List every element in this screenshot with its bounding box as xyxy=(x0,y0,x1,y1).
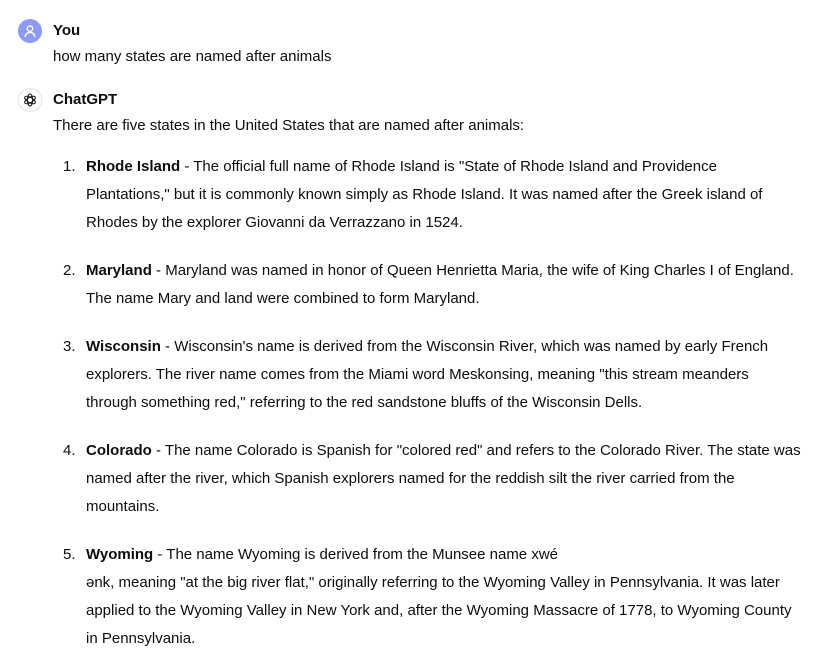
user-message-text: how many states are named after animals xyxy=(53,48,332,65)
item-text: The name Colorado is Spanish for "colored red" and refers to the Colorado River. The state was named after the river, which Spanish explorers named for the reddish silt the river carried from the mountains. xyxy=(86,442,801,515)
assistant-author-name: ChatGPT xyxy=(53,91,118,108)
separator: - xyxy=(151,442,165,459)
list-item xyxy=(53,153,802,237)
list-item-number: 4. xyxy=(63,442,76,459)
item-text: Wisconsin's name is derived from the Wisconsin River, which was named by early French explorers. The river name comes from the Miami word Meskonsing, meaning "this stream meanders through something red," referring to the red sandstone bluffs of the Wisconsin Dells. xyxy=(86,338,769,411)
item-text-rest: ənk, meaning "at the big river flat," originally referring to the Wyoming Valley in Pennsylvania. It was later applied to the Wyoming Valley in New York and, after the Wyoming Massacre of 1778, to Wyoming County in Pennsylvania. xyxy=(86,574,792,647)
state-name: Colorado xyxy=(86,442,152,459)
list-item-number: 3. xyxy=(63,338,76,355)
state-name: Rhode Island xyxy=(86,158,181,175)
list-item-number: 1. xyxy=(63,158,76,175)
state-name: Wyoming xyxy=(86,546,154,563)
state-name: Maryland xyxy=(86,262,152,279)
person-icon xyxy=(23,24,37,38)
user-avatar xyxy=(18,19,42,43)
list-item xyxy=(53,333,802,417)
assistant-message-body xyxy=(53,116,802,656)
user-author-name: You xyxy=(53,22,81,39)
list-item xyxy=(53,257,802,313)
list-item-number: 2. xyxy=(63,262,76,279)
list-item-number: 5. xyxy=(63,546,76,563)
separator: - xyxy=(151,262,166,279)
item-text-line1: The name Wyoming is derived from the Munsee name xwé xyxy=(166,546,558,563)
answer-list xyxy=(53,153,802,653)
openai-logo-icon xyxy=(22,92,38,108)
separator: - xyxy=(160,338,175,355)
item-text: The official full name of Rhode Island is "State of Rhode Island and Providence Plantations," but it is commonly known simply as Rhode Island. It was named after the Greek island of Rhodes by the explorer Giovanni da Verrazzano in 1524. xyxy=(86,158,763,231)
item-text: Maryland was named in honor of Queen Henrietta Maria, the wife of King Charles I of England. The name Mary and land were combined to form Maryland. xyxy=(86,262,794,307)
list-item xyxy=(53,541,802,653)
list-item xyxy=(53,437,802,521)
assistant-avatar xyxy=(18,88,42,112)
separator: - xyxy=(153,546,167,563)
separator: - xyxy=(180,158,194,175)
assistant-intro: There are five states in the United States that are named after animals: xyxy=(53,117,525,134)
state-name: Wisconsin xyxy=(86,338,161,355)
